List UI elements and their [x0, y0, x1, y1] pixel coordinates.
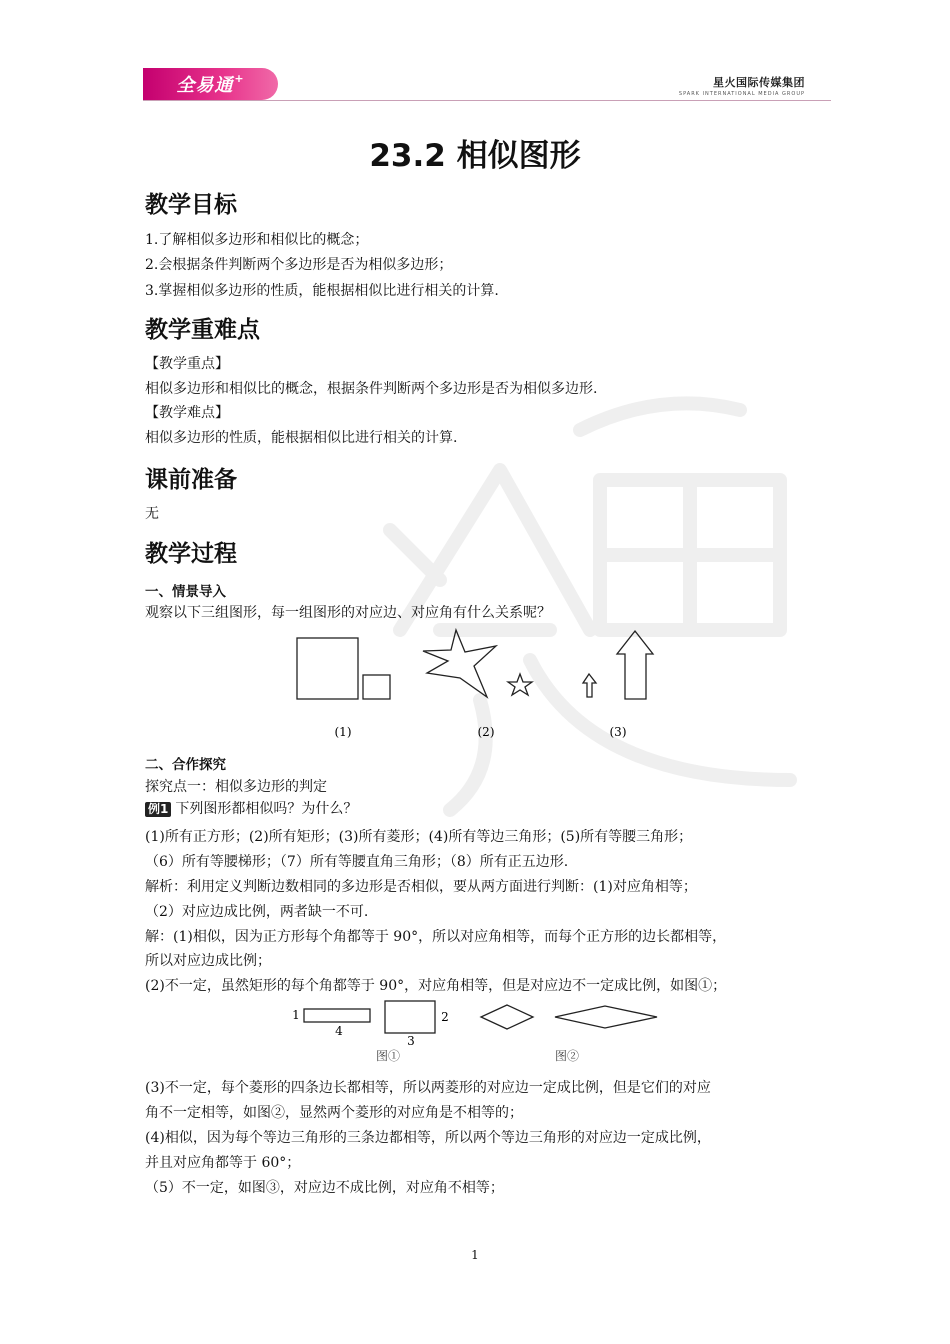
- subheading-explore: 二、合作探究: [145, 757, 226, 773]
- rhombus-wide: [555, 1006, 657, 1028]
- heading-preparation: 课前准备: [145, 467, 237, 493]
- figure-2-caption: 图②: [554, 1049, 580, 1063]
- solution-line: (3)不一定，每个菱形的四条边长都相等，所以两菱形的对应边一定成比例，但是它们的对应: [145, 1080, 711, 1096]
- brand-logo: [143, 68, 278, 100]
- publisher-name-en: SPARK INTERNATIONAL MEDIA GROUP: [678, 91, 805, 97]
- header-divider: [143, 100, 831, 101]
- solution-line: 并且对应角都等于 60°；: [145, 1155, 301, 1171]
- subheading-intro: 一、情景导入: [145, 584, 226, 600]
- rhombus-narrow: [481, 1005, 533, 1029]
- solution-line: (4)相似，因为每个等边三角形的三条边都相等，所以两个等边三角形的对应边一定成比例，: [145, 1130, 711, 1146]
- large-arrow: [617, 631, 653, 699]
- rectangle-2-by-3: [385, 1001, 435, 1033]
- logo-star-icon: +: [234, 71, 245, 85]
- explore-point: 探究点一：相似多边形的判定: [145, 779, 327, 795]
- heading-keypoints: 教学重难点: [145, 317, 260, 343]
- solution-line: (1)所有正方形；(2)所有矩形；(3)所有菱形；(4)所有等边三角形；(5)所有等腰三角形；: [145, 829, 693, 845]
- preparation-text: 无: [145, 506, 159, 522]
- example-question: 下列图形都相似吗？为什么？: [175, 801, 358, 817]
- figure-caption: (3): [609, 725, 627, 739]
- intro-figures: [290, 625, 670, 745]
- figure-caption: (2): [477, 725, 495, 739]
- small-arrow: [583, 674, 596, 697]
- rect1-base-label: 4: [335, 1024, 343, 1038]
- page-number: 1: [471, 1248, 479, 1262]
- publisher-mark: [679, 74, 805, 97]
- rect2-side-label: 2: [441, 1010, 449, 1024]
- solution-line: (2)不一定，虽然矩形的每个角都等于 90°，对应角相等，但是对应边不一定成比例，如图①；: [145, 978, 727, 994]
- small-star: [508, 674, 532, 695]
- solution-line: 角不一定相等，如图②，显然两个菱形的对应角是不相等的；: [145, 1105, 523, 1121]
- difficult-text: 相似多边形的性质，能根据相似比进行相关的计算.: [145, 430, 458, 446]
- logo-text: 全易通: [176, 75, 234, 96]
- figure-caption: (1): [334, 725, 352, 739]
- rect1-side-label: 1: [292, 1008, 300, 1022]
- large-square: [297, 638, 358, 699]
- heading-objectives: 教学目标: [145, 192, 237, 218]
- objective-item: 1.了解相似多边形和相似比的概念；: [145, 232, 369, 248]
- solution-line: （5）不一定，如图③，对应边不成比例，对应角不相等；: [145, 1180, 504, 1196]
- key-label: 【教学重点】: [145, 356, 229, 372]
- key-text: 相似多边形和相似比的概念，根据条件判断两个多边形是否为相似多边形.: [145, 381, 598, 397]
- large-star: [423, 630, 496, 697]
- solution-line: 解：(1)相似，因为正方形每个角都等于 90°，所以对应角相等，而每个正方形的边长都相等，: [145, 929, 727, 945]
- example-badge: 例1: [145, 802, 171, 817]
- solution-line: 所以对应边成比例；: [145, 953, 271, 969]
- figure-1-caption: 图①: [375, 1049, 401, 1063]
- solution-line: 解析：利用定义判断边数相同的多边形是否相似，要从两方面进行判断：(1)对应角相等；: [145, 879, 697, 895]
- intro-question: 观察以下三组图形，每一组图形的对应边、对应角有什么关系呢？: [145, 605, 551, 621]
- example-question-line: [145, 799, 357, 819]
- rectangle-1-by-4: [304, 1009, 370, 1022]
- heading-process: 教学过程: [145, 541, 237, 567]
- page-title: 23.2 相似图形: [369, 138, 581, 174]
- objective-item: 3.掌握相似多边形的性质，能根据相似比进行相关的计算.: [145, 283, 499, 299]
- publisher-name-cn: 星火国际传媒集团: [713, 76, 805, 89]
- rect2-base-label: 3: [407, 1034, 415, 1048]
- difficult-label: 【教学难点】: [145, 405, 229, 421]
- solution-line: （2）对应边成比例，两者缺一不可.: [145, 904, 369, 920]
- rect-rhombus-figures: [285, 998, 665, 1068]
- small-square: [363, 675, 390, 699]
- solution-line: （6）所有等腰梯形；（7）所有等腰直角三角形；（8）所有正五边形.: [145, 854, 569, 870]
- objective-item: 2.会根据条件判断两个多边形是否为相似多边形；: [145, 257, 453, 273]
